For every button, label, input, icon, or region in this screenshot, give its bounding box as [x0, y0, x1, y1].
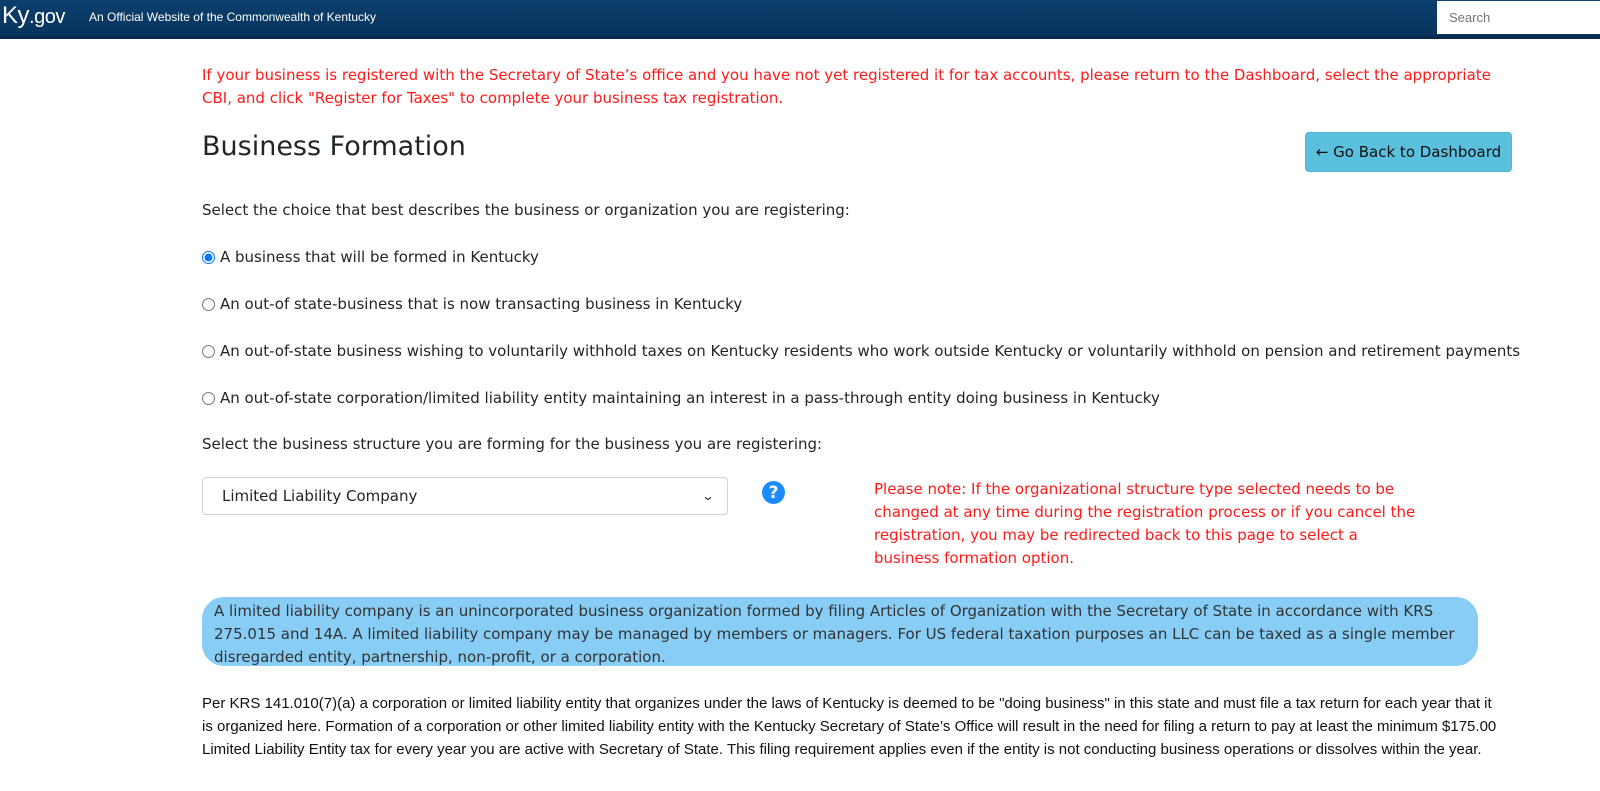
choice-out-of-state-transacting[interactable] [202, 295, 742, 313]
radio-voluntary-withholding[interactable] [202, 345, 215, 358]
choice-prompt: Select the choice that best describes the business or organization you are registering: [202, 201, 850, 219]
page-title: Business Formation [202, 131, 466, 162]
radio-formed-in-kentucky[interactable] [202, 251, 215, 264]
choice-label: An out-of-state corporation/limited liability entity maintaining an interest in a pass-through entity doing business in Kentucky [220, 389, 1160, 407]
choice-label: A business that will be formed in Kentucky [220, 248, 539, 266]
business-structure-select[interactable] [202, 477, 728, 515]
search-input[interactable] [1437, 1, 1600, 34]
krs-filing-requirement-text: Per KRS 141.010(7)(a) a corporation or limited liability entity that organizes under the laws of Kentucky is deemed to be "doing business" in this state and must file a tax return for each year that it is organized here. Formation of a corporation or other limited liability entity with the Kentucky Secretary of State’s Office will result in the need for filing a return to pay at least the minimum $175.00 Limited Liability Entity tax for every year you are active with Secretary of State. This filing requirement applies even if the entity is not conducting business operations or dissolves within the year. [202, 695, 1497, 758]
register-taxes-warning: If your business is registered with the Secretary of State’s office and you have not yet registered it for tax accounts, please return to the Dashboard, select the appropriate CBI, and click "Register for Taxes" to complete your business tax registration. [202, 66, 1491, 107]
choice-formed-in-kentucky[interactable] [202, 248, 539, 266]
choice-voluntary-withholding[interactable] [202, 342, 1520, 360]
radio-pass-through-interest[interactable] [202, 392, 215, 405]
question-help-icon[interactable]: ? [762, 481, 785, 504]
logo-main: Ky [2, 2, 30, 29]
structure-prompt: Select the business structure you are forming for the business you are registering: [202, 435, 823, 453]
llc-description-box [202, 597, 1478, 666]
radio-out-of-state-transacting[interactable] [202, 298, 215, 311]
ky-gov-logo[interactable] [2, 2, 65, 30]
chevron-down-icon: ⌄ [701, 489, 715, 503]
site-header [0, 0, 1600, 39]
logo-suffix: .gov [29, 6, 65, 28]
structure-change-note: Please note: If the organizational structure type selected needs to be changed at any time during the registration process or if you cancel the registration, you may be redirected back to this page to select a business formation option. [874, 480, 1416, 567]
choice-label: An out-of-state business wishing to voluntarily withhold taxes on Kentucky residents who work outside Kentucky or voluntarily withhold on pension and retirement payments [220, 342, 1521, 360]
choice-label: An out-of state-business that is now transacting business in Kentucky [220, 295, 743, 313]
go-back-to-dashboard-button[interactable]: ← Go Back to Dashboard [1305, 132, 1512, 172]
official-website-text: An Official Website of the Commonwealth of Kentucky [89, 10, 377, 24]
choice-pass-through-interest[interactable] [202, 389, 1160, 407]
selected-structure: Limited Liability Company [222, 487, 418, 505]
llc-description-text: A limited liability company is an unincorporated business organization formed by filing Articles of Organization with the Secretary of State in accordance with KRS 275.015 and 14A. A limited liability company may be managed by members or managers. For US federal taxation purposes an LLC can be taxed as a single member disregarded entity, partnership, non-profit, or a corporation. [214, 602, 1455, 666]
